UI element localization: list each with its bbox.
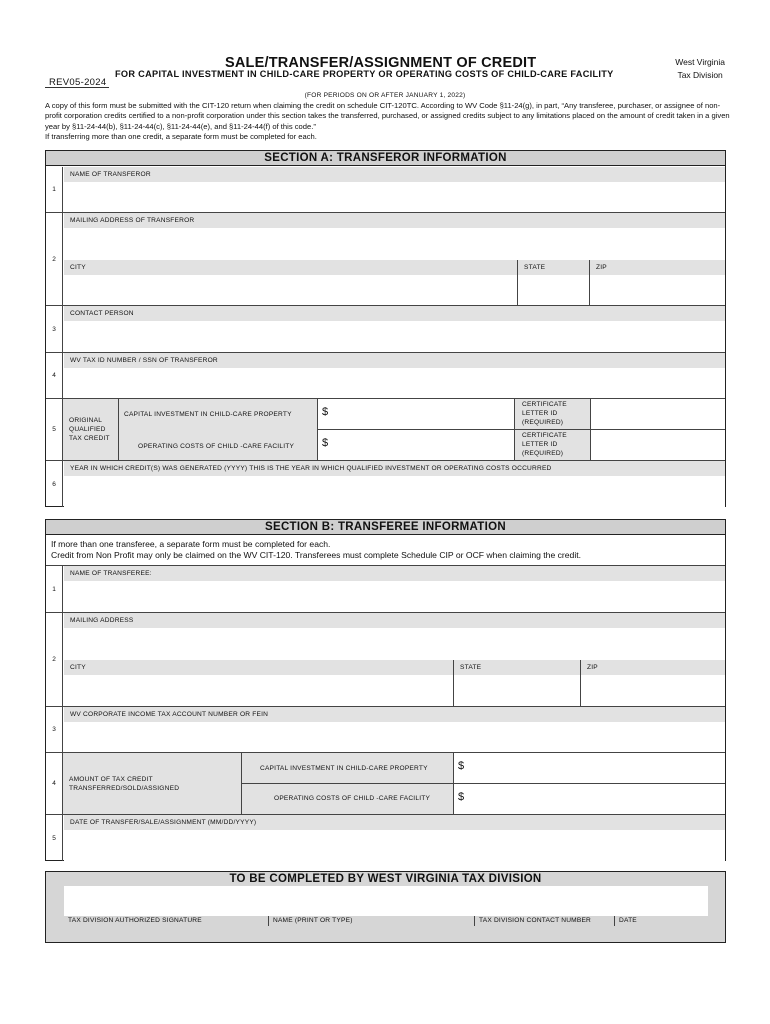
periods-note: (FOR PERIODS ON OR AFTER JANUARY 1, 2022) (304, 92, 466, 99)
transfer-date-label: DATE OF TRANSFER/SALE/ASSIGNMENT (MM/DD/YYYY) (64, 815, 725, 830)
tax-id-field[interactable] (64, 368, 725, 398)
cert-line-2: LETTER ID (522, 410, 558, 417)
transferee-zip-field[interactable] (581, 675, 725, 706)
divider (517, 260, 518, 305)
transferee-name-label: NAME OF TRANSFEREE: (64, 566, 725, 581)
transferee-address-label: MAILING ADDRESS (64, 613, 725, 628)
amount-transferred-label (69, 775, 179, 793)
operating-costs-label: OPERATING COSTS OF CHILD -CARE FACILITY (274, 795, 431, 802)
tax-id-row (46, 353, 725, 399)
transferred-capital-amount[interactable] (454, 753, 725, 783)
row-number: 4 (46, 753, 63, 814)
transferor-name-field[interactable] (64, 182, 725, 212)
original-label-line-1: ORIGINAL (69, 417, 103, 424)
amount-transferred-row (46, 753, 725, 815)
cert-line-1: CERTIFICATE (522, 432, 567, 439)
fein-field[interactable] (64, 722, 725, 752)
section-b-note-1: If more than one transferee, a separate form must be completed for each. (51, 539, 331, 549)
row-number: 3 (46, 306, 63, 352)
form-title: SALE/TRANSFER/ASSIGNMENT OF CREDIT (225, 55, 537, 71)
row-number: 2 (46, 613, 63, 706)
cert-line-3: (REQUIRED) (522, 450, 564, 457)
fein-label: WV CORPORATE INCOME TAX ACCOUNT NUMBER OR FEIN (64, 707, 725, 722)
section-b-title: SECTION B: TRANSFEREE INFORMATION (46, 520, 725, 535)
transferor-city-label: CITY (64, 260, 517, 275)
transferee-state-field[interactable] (454, 675, 580, 706)
original-credit-row (46, 399, 725, 461)
transfer-date-row (46, 815, 725, 861)
agency-line-1: West Virginia (675, 57, 725, 67)
tax-division-title: TO BE COMPLETED BY WEST VIRGINIA TAX DIVISION (229, 873, 542, 885)
transferee-name-row (46, 566, 725, 613)
agency-name (675, 56, 725, 82)
transferor-city-field[interactable] (64, 275, 517, 305)
transferee-state-label: STATE (454, 660, 580, 675)
divider (580, 660, 581, 706)
row-number: 1 (46, 167, 63, 212)
section-b-note-2: Credit from Non Profit may only be claimed on the WV CIT-120. Transferees must complete Schedule CIP or OCF when claiming the credit. (51, 550, 582, 560)
transferor-address-row (46, 213, 725, 306)
dollar-sign: $ (322, 406, 329, 418)
dollar-sign: $ (458, 791, 465, 803)
cert-line-1: CERTIFICATE (522, 401, 567, 408)
transferee-city-field[interactable] (64, 675, 453, 706)
capital-investment-label: CAPITAL INVESTMENT IN CHILD-CARE PROPERTY (124, 411, 292, 418)
transferor-zip-label: ZIP (590, 260, 725, 275)
tax-division-section (45, 871, 726, 943)
row-number: 1 (46, 566, 63, 612)
certificate-label-capital (522, 400, 567, 427)
section-b-notes (51, 539, 581, 561)
capital-investment-label: CAPITAL INVESTMENT IN CHILD-CARE PROPERTY (260, 765, 428, 772)
year-generated-row (46, 461, 725, 507)
print-name-label: NAME (PRINT OR TYPE) (268, 916, 353, 926)
transferor-name-label: NAME OF TRANSFEROR (64, 167, 725, 182)
transferred-operating-amount[interactable] (454, 784, 725, 814)
year-generated-label: YEAR IN WHICH CREDIT(S) WAS GENERATED (YYYY) THIS IS THE YEAR IN WHICH QUALIFIED INVESTMENT OR OPERATING COSTS OCCURRED (64, 461, 725, 476)
certificate-label-operating (522, 431, 567, 458)
cert-line-3: (REQUIRED) (522, 419, 564, 426)
original-label-line-2: QUALIFIED (69, 426, 106, 433)
transfer-date-field[interactable] (64, 830, 725, 861)
authorized-signature-label: TAX DIVISION AUTHORIZED SIGNATURE (68, 917, 202, 924)
agency-line-2: Tax Division (677, 70, 723, 80)
section-a-title: SECTION A: TRANSFEROR INFORMATION (46, 151, 725, 166)
intro-paragraph: A copy of this form must be submitted with the CIT-120 return when claiming the credit on schedule CIT-120TC. According to WV Code §11-24(g), in part, “Any transferee, purchaser, or assignee of non-profit corporation credits certified to a non-profit corporation under this section takes the transferred, purchased, or assigned credits subject to any limitations placed on the amount of credit taken in a given year by §11-24-44(b), §11-24-44(c), §11-24-44(e), and §11-24-44(f) of this code.” (45, 101, 730, 131)
row-number: 3 (46, 707, 63, 752)
transferor-state-label: STATE (518, 260, 589, 275)
tax-id-label: WV TAX ID NUMBER / SSN OF TRANSFEROR (64, 353, 725, 368)
transferor-address-label: MAILING ADDRESS OF TRANSFEROR (64, 213, 725, 228)
transferor-state-field[interactable] (518, 275, 589, 305)
intro-note: If transferring more than one credit, a separate form must be completed for each. (45, 131, 317, 141)
revision-underline (45, 87, 109, 88)
transferor-name-row (46, 167, 725, 213)
transferor-address-field[interactable] (64, 228, 725, 259)
form-subtitle: FOR CAPITAL INVESTMENT IN CHILD-CARE PROPERTY OR OPERATING COSTS OF CHILD-CARE FACILITY (115, 69, 614, 79)
transferee-city-label: CITY (64, 660, 453, 675)
original-label-line-3: TAX CREDIT (69, 435, 110, 442)
divider (118, 399, 119, 460)
intro-text (45, 101, 730, 142)
tax-division-entry-field[interactable] (64, 886, 708, 916)
division-date-label: DATE (614, 916, 637, 926)
dollar-sign: $ (458, 760, 465, 772)
contact-number-label: TAX DIVISION CONTACT NUMBER (474, 916, 591, 926)
operating-costs-amount[interactable] (318, 430, 514, 460)
section-a (45, 150, 726, 507)
contact-person-label: CONTACT PERSON (64, 306, 725, 321)
amount-label-line-2: TRANSFERRED/SOLD/ASSIGNED (69, 785, 180, 792)
row-number: 5 (46, 399, 63, 460)
certificate-id-capital-field[interactable] (591, 399, 725, 429)
year-generated-field[interactable] (64, 476, 725, 507)
form-header (45, 55, 725, 87)
row-number: 6 (46, 461, 63, 507)
row-number: 5 (46, 815, 63, 861)
certificate-id-operating-field[interactable] (591, 430, 725, 460)
amount-label-line-1: AMOUNT OF TAX CREDIT (69, 776, 153, 783)
transferee-name-field[interactable] (64, 581, 725, 612)
row-number: 2 (46, 213, 63, 305)
transferee-address-field[interactable] (64, 628, 725, 659)
divider (453, 660, 454, 706)
capital-investment-amount[interactable] (318, 399, 514, 429)
revision-code: REV05-2024 (49, 77, 107, 88)
contact-person-field[interactable] (64, 321, 725, 352)
dollar-sign: $ (322, 437, 329, 449)
contact-person-row (46, 306, 725, 353)
original-credit-label (69, 416, 110, 443)
cert-line-2: LETTER ID (522, 441, 558, 448)
fein-row (46, 707, 725, 753)
row-number: 4 (46, 353, 63, 398)
operating-costs-label: OPERATING COSTS OF CHILD -CARE FACILITY (138, 443, 295, 450)
divider (589, 260, 590, 305)
transferee-address-row (46, 613, 725, 707)
transferor-zip-field[interactable] (590, 275, 725, 305)
section-b (45, 519, 726, 861)
transferee-zip-label: ZIP (581, 660, 725, 675)
